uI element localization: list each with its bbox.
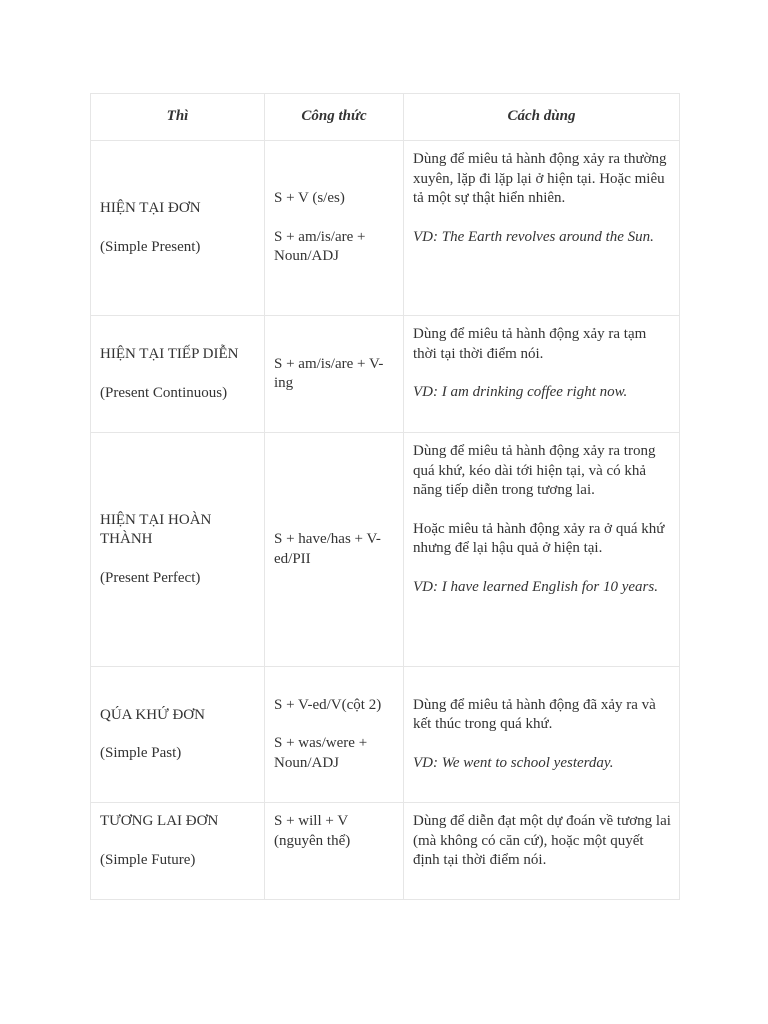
tense-english: (Present Continuous) — [100, 384, 228, 401]
usage-text: Dùng để miêu tả hành động xảy ra thường xuyên, lặp đi lặp lại ở hiện tại. Hoặc miêu tả một sự thật hiển nhiên. — [413, 151, 667, 206]
formula-line: S + have/has + V-ed/PII — [274, 531, 381, 567]
table-row — [91, 141, 680, 316]
header-tense: Thì — [91, 94, 265, 141]
usage-text: Dùng để miêu tả hành động xảy ra trong quá khứ, kéo dài tới hiện tại, và có khả năng tiếp diễn trong tương lai. — [413, 443, 656, 498]
tense-cell — [91, 433, 265, 667]
usage-cell — [404, 433, 680, 667]
formula-line: S + am/is/are + V-ing — [274, 355, 384, 391]
formula-line: S + V (s/es) — [274, 190, 345, 207]
table-row — [91, 316, 680, 433]
usage-text: Dùng để miêu tả hành động xảy ra tạm thời tại thời điểm nói. — [413, 326, 647, 362]
usage-text: Dùng để miêu tả hành động đã xảy ra và kết thúc trong quá khứ. — [413, 696, 656, 733]
tense-cell — [91, 141, 265, 316]
formula-line: S + will + V (nguyên thể) — [274, 813, 351, 849]
tense-name: HIỆN TẠI TIẾP DIỄN — [100, 346, 239, 362]
usage-cell — [404, 316, 680, 433]
tense-english: (Simple Future) — [100, 851, 196, 868]
formula-cell — [265, 803, 404, 900]
tense-name: HIỆN TẠI ĐƠN — [100, 200, 201, 216]
table-row — [91, 667, 680, 803]
usage-text: Dùng để diễn đạt một dự đoán về tương lai (mà không có căn cứ), hoặc một quyết định tại thời điểm nói. — [413, 813, 671, 868]
usage-text: Hoặc miêu tả hành động xảy ra ở quá khứ nhưng để lại hậu quả ở hiện tại. — [413, 520, 665, 556]
usage-cell — [404, 667, 680, 803]
usage-cell — [404, 803, 680, 900]
example-text: VD: The Earth revolves around the Sun. — [413, 228, 654, 245]
tense-cell — [91, 803, 265, 900]
tense-name: QÚA KHỨ ĐƠN — [100, 706, 205, 723]
header-usage: Cách dùng — [404, 94, 680, 141]
table-row — [91, 433, 680, 667]
tense-english: (Simple Past) — [100, 745, 182, 761]
formula-cell — [265, 433, 404, 667]
tense-table — [90, 93, 680, 900]
tense-cell — [91, 667, 265, 803]
example-text: VD: I have learned English for 10 years. — [413, 578, 658, 595]
example-text: VD: We went to school yesterday. — [413, 754, 614, 771]
formula-line: S + was/were + Noun/ADJ — [274, 735, 368, 771]
tense-name: TƯƠNG LAI ĐƠN — [100, 813, 219, 829]
tense-english: (Simple Present) — [100, 238, 201, 255]
header-row — [91, 94, 680, 141]
usage-cell — [404, 141, 680, 316]
formula-cell — [265, 141, 404, 316]
tense-english: (Present Perfect) — [100, 569, 201, 586]
table-row — [91, 803, 680, 900]
header-formula: Công thức — [265, 94, 404, 141]
formula-line: S + am/is/are + Noun/ADJ — [274, 228, 366, 265]
tense-name: HIỆN TẠI HOÀN THÀNH — [100, 511, 212, 548]
example-text: VD: I am drinking coffee right now. — [413, 384, 628, 400]
formula-line: S + V-ed/V(cột 2) — [274, 696, 382, 713]
tense-cell — [91, 316, 265, 433]
formula-cell — [265, 667, 404, 803]
formula-cell — [265, 316, 404, 433]
